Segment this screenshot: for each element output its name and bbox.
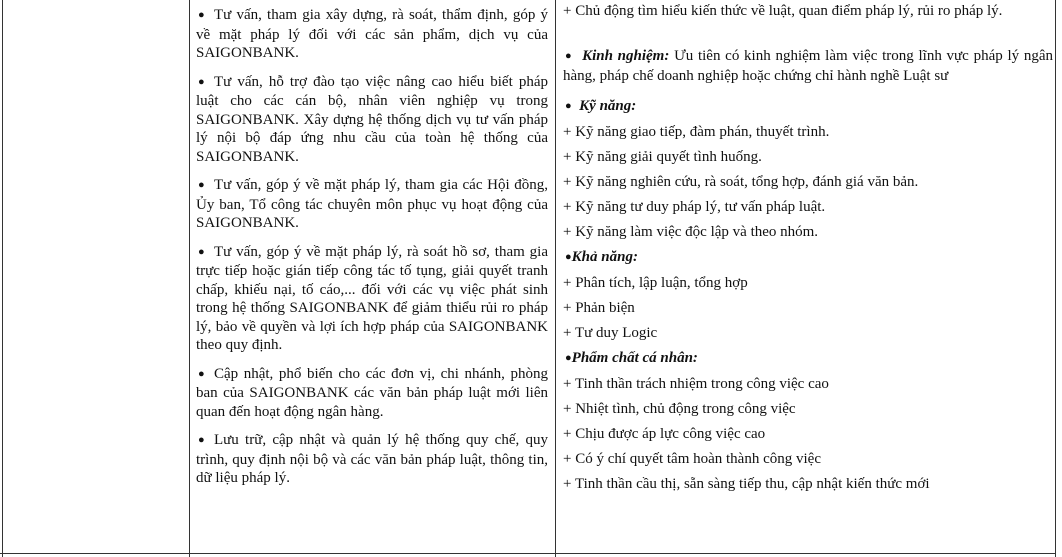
bullet-icon: ●	[198, 434, 205, 446]
skill-item: + Kỹ năng tư duy pháp lý, tư vấn pháp luật.	[563, 199, 826, 215]
skill-item: + Kỹ năng giao tiếp, đàm phán, thuyết trình.	[563, 124, 830, 140]
duty-item: ● Cập nhật, phổ biến cho các đơn vị, chi nhánh, phòng ban của SAIGONBANK các văn bản pháp luật mới liên quan đến hoạt động ngân hàng.	[196, 365, 548, 420]
quality-item: + Nhiệt tình, chủ động trong công việc	[563, 401, 796, 417]
duty-item: ● Tư vấn, tham gia xây dựng, rà soát, thẩm định, góp ý về mặt pháp lý đối với các sản phẩm, dịch vụ của SAIGONBANK.	[196, 7, 548, 61]
knowledge-line: + Chủ động tìm hiểu kiến thức về luật, quan điểm pháp lý, rủi ro pháp lý.	[563, 3, 1003, 19]
quality-item: + Tinh thần trách nhiệm trong công việc cao	[563, 376, 829, 392]
bullet-icon: ●	[565, 251, 572, 263]
duty-item: ● Tư vấn, góp ý về mặt pháp lý, rà soát hồ sơ, tham gia trực tiếp hoặc gián tiếp công tác tố tụng, giải quyết tranh chấp, khiếu nại, tố cáo,... đối với các vụ việc phát sinh trong hệ thống SAIGONBANK để giảm thiểu rủi ro pháp lý, bảo về quyền và lợi ích hợp pháp của SAIGONBANK theo quy định.	[196, 243, 548, 353]
ability-item: + Phản biện	[563, 300, 635, 316]
skill-item: + Kỹ năng nghiên cứu, rà soát, tổng hợp, đánh giá văn bản.	[563, 174, 919, 190]
ability-item: + Tư duy Logic	[563, 325, 658, 341]
column-divider-2	[555, 0, 556, 557]
bullet-icon: ●	[198, 9, 205, 21]
bullet-icon: ●	[565, 100, 572, 112]
qualities-heading: ●Phẩm chất cá nhân:	[565, 350, 698, 366]
experience-block	[563, 47, 1053, 86]
quality-item: + Chịu được áp lực công việc cao	[563, 426, 766, 442]
duty-item: ● Tư vấn, hỗ trợ đào tạo việc nâng cao hiểu biết pháp luật cho các cán bộ, nhân viên nghiệp vụ trong SAIGONBANK. Xây dựng hệ thống dịch vụ tư vấn pháp lý nội bộ đáp ứng nhu cầu của toàn hệ thống của SAIGONBANK.	[196, 73, 548, 165]
ability-item: + Phân tích, lập luận, tổng hợp	[563, 275, 748, 291]
duty-item: ● Lưu trữ, cập nhật và quản lý hệ thống quy chế, quy trình, quy định nội bộ và các văn bản pháp luật, thông tin, dữ liệu pháp lý.	[196, 432, 548, 486]
bullet-icon: ●	[198, 367, 205, 380]
abilities-heading: ●Khả năng:	[565, 249, 638, 265]
quality-item: + Có ý chí quyết tâm hoàn thành công việc	[563, 451, 821, 467]
requirements-column	[563, 2, 1053, 497]
quality-item: + Tinh thần cầu thị, sẵn sàng tiếp thu, cập nhật kiến thức mới	[563, 476, 930, 492]
bullet-icon: ●	[565, 50, 573, 62]
experience-label: Kinh nghiệm:	[582, 48, 670, 64]
skill-item: + Kỹ năng giải quyết tình huống.	[563, 149, 762, 165]
bullet-icon: ●	[565, 352, 572, 364]
left-border	[2, 0, 3, 557]
duties-column	[196, 6, 548, 498]
skill-item: + Kỹ năng làm việc độc lập và theo nhóm.	[563, 224, 819, 240]
column-divider-1	[189, 0, 190, 557]
skills-heading: ● Kỹ năng:	[565, 98, 637, 114]
bullet-icon: ●	[198, 179, 205, 191]
bottom-border	[0, 553, 1056, 554]
bullet-icon: ●	[198, 245, 205, 258]
right-border	[1055, 0, 1056, 557]
duty-item: ● Tư vấn, góp ý về mặt pháp lý, tham gia các Hội đồng, Ủy ban, Tổ công tác chuyên môn phục vụ hoạt động của SAIGONBANK.	[196, 177, 548, 231]
bullet-icon: ●	[198, 75, 205, 88]
experience-text: Ưu tiên có kinh nghiệm làm việc trong lĩnh vực pháp lý ngân hàng, pháp chế doanh nghiệp hoặc chứng chỉ hành nghề Luật sư	[563, 48, 1054, 84]
